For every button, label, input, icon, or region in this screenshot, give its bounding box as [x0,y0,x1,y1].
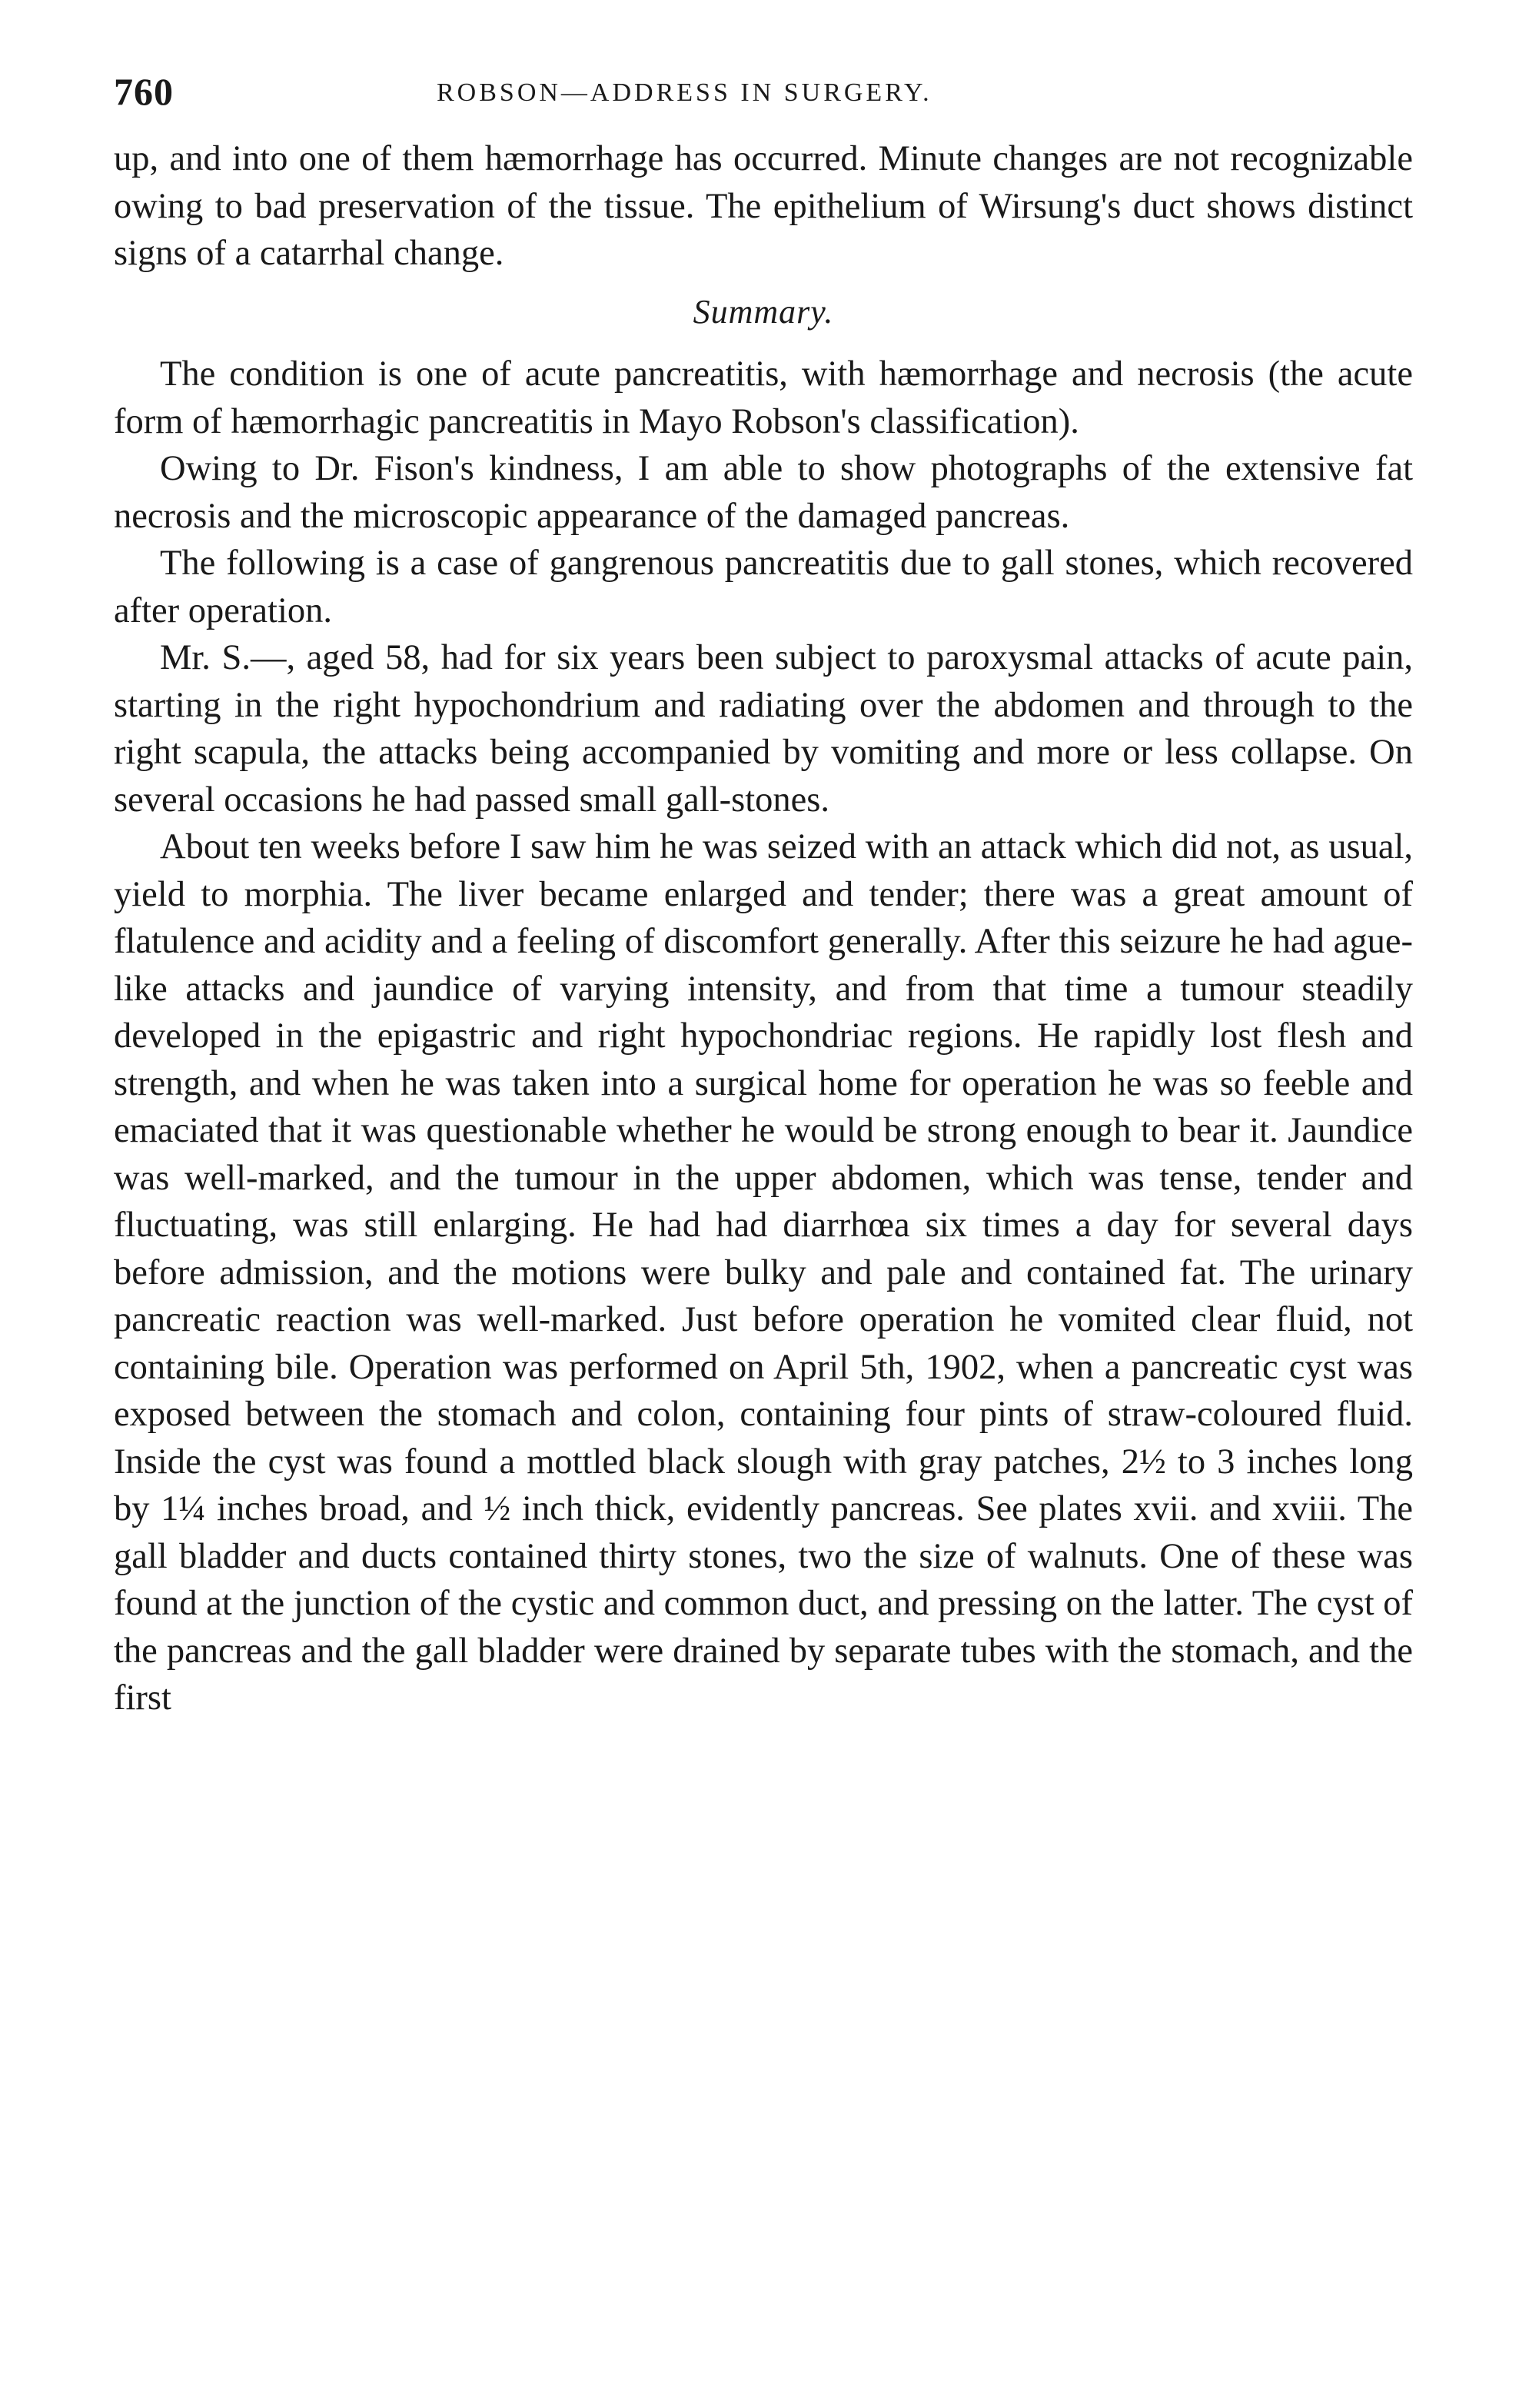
running-title: ROBSON—ADDRESS IN SURGERY. [437,78,932,107]
section-heading: Summary. [693,292,834,331]
page-number: 760 [114,70,174,113]
page-header [114,62,1413,115]
paragraph-photographs: Owing to Dr. Fison's kindness, I am able to show photographs of the extensive fat necrosis and the microscopic appearance of the damaged pancreas. [114,449,1413,536]
body-text [114,135,1413,1722]
paragraph-case-operation: About ten weeks before I saw him he was seized with an attack which did not, as usual, yield to morphia. The liver became enlarged and tender; there was a great amount of flatulence and acidity and a feeling of discomfort generally. After this seizure he had ague-like attacks and jaundice of varying intensity, and from that time a tumour steadily developed in the epigastric and right hypochondriac regions. He rapidly lost flesh and strength, and when he was taken into a surgical home for operation he was so feeble and emaciated that it was questionable whether he would be strong enough to bear it. Jaundice was well-marked, and the tumour in the upper abdomen, which was tense, tender and fluctuating, was still enlarging. He had had diarrhœa six times a day for several days before admission, and the motions were bulky and pale and contained fat. The urinary pancreatic reaction was well-marked. Just before operation he vomited clear fluid, not containing bile. Operation was performed on April 5th, 1902, when a pancreatic cyst was exposed between the stomach and colon, containing four pints of straw-coloured fluid. Inside the cyst was found a mottled black slough with gray patches, 2½ to 3 inches long by 1¼ inches broad, and ½ inch thick, evidently pancreas. See plates xvii. and xviii. The gall bladder and ducts contained thirty stones, two the size of walnuts. One of these was found at the junction of the cystic and common duct, and pressing on the latter. The cyst of the pancreas and the gall bladder were drained by separate tubes with the stomach, and the first [114,827,1413,1718]
paragraph-continuation: up, and into one of them hæmorrhage has occurred. Minute changes are not recognizable owing to bad preservation of the tissue. The epithelium of Wirsung's duct shows distinct signs of a catarrhal change. [114,139,1413,273]
paragraph-case-history: Mr. S.—, aged 58, had for six years been subject to paroxysmal attacks of acute pain, starting in the right hypochondrium and radiating over the abdomen and through to the right scapula, the attacks being accompanied by vomiting and more or less collapse. On several occasions he had passed small gall-stones. [114,638,1413,820]
document-page [114,62,1413,1722]
paragraph-summary: The condition is one of acute pancreatitis, with hæmorrhage and necrosis (the acute form of hæmorrhagic pancreatitis in Mayo Robson's classification). [114,354,1413,441]
paragraph-case-intro: The following is a case of gangrenous pancreatitis due to gall stones, which recovered after operation. [114,544,1413,630]
